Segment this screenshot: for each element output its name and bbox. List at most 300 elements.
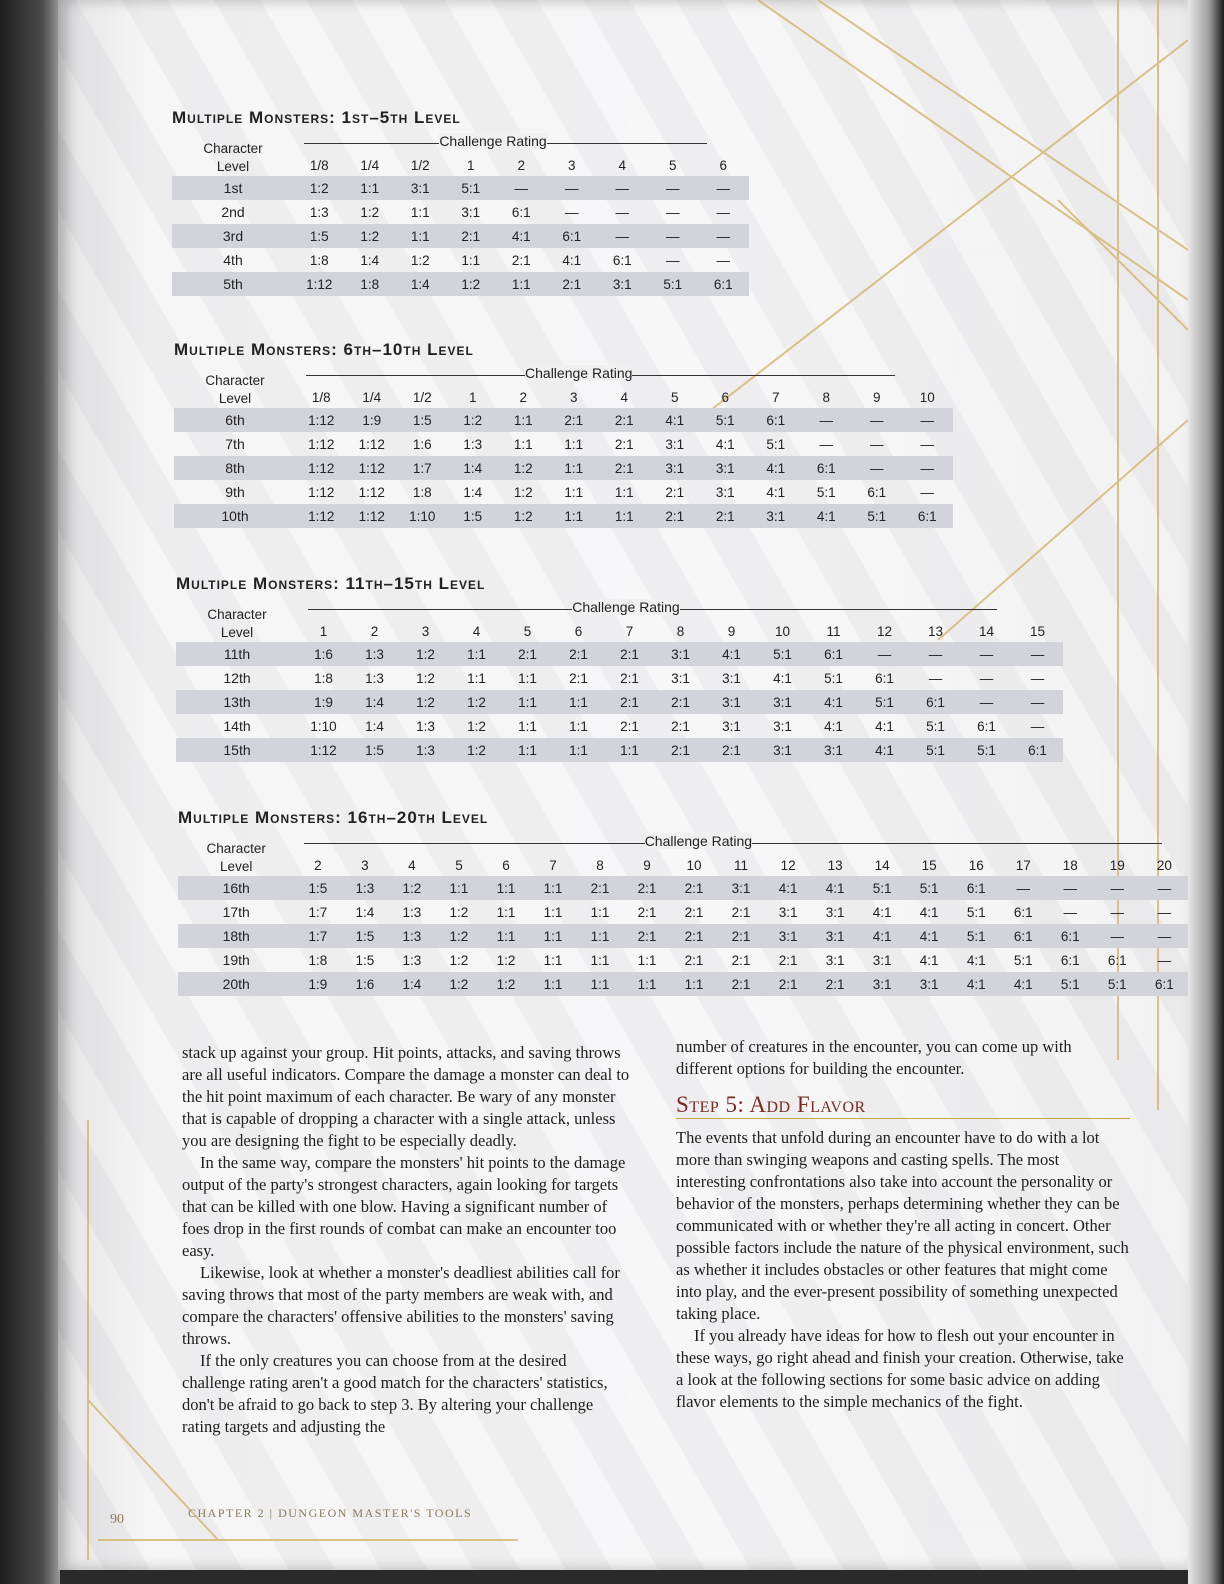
ratio-cell: 3:1	[461, 204, 481, 220]
ratio-cell: —	[910, 642, 961, 666]
ratio-cell: 1:12	[298, 738, 349, 762]
level-column-header	[178, 832, 294, 876]
ratio-cell: 2:1	[706, 738, 757, 762]
ratio-cell: 3:1	[812, 924, 859, 948]
cr-column-header: 8	[822, 389, 830, 405]
ratio-cell: 2:1	[604, 690, 655, 714]
ratio-cell: 1:4	[395, 272, 446, 296]
ratio-cell: 2:1	[620, 718, 639, 734]
ratio-cell: 1:1	[564, 484, 584, 500]
ratio-cell: —	[819, 436, 833, 452]
ratio-cell: —	[1030, 718, 1045, 734]
right-text-column	[676, 1036, 1130, 1413]
ratio-cell: 4:1	[824, 718, 843, 734]
ratio-cell: 1:1	[543, 904, 563, 920]
ratio-cell: 1:3	[341, 876, 388, 900]
cr-column-header: 19	[1109, 857, 1125, 873]
character-level-cell: 15th	[176, 738, 298, 762]
monster-table-1st-5th	[172, 132, 749, 296]
ratio-cell: —	[1030, 670, 1045, 686]
ratio-cell: 4:1	[715, 436, 735, 452]
ratio-cell: 1:10	[397, 504, 448, 528]
ratio-cell: 1:1	[576, 924, 623, 948]
cr-column-header: 13	[827, 857, 843, 873]
ratio-cell: 4:1	[706, 642, 757, 666]
section-heading: Step 5: Add Flavor	[676, 1094, 1130, 1119]
ratio-cell: 1:1	[451, 642, 502, 666]
ratio-cell: —	[852, 456, 903, 480]
cr-column-header: 20	[1156, 857, 1172, 873]
challenge-rating-label: Challenge Rating	[644, 833, 753, 849]
ratio-cell: 1:2	[294, 176, 345, 200]
table-row	[176, 738, 1063, 762]
cr-column-header: 2	[370, 623, 379, 639]
ratio-cell: 3:1	[655, 642, 706, 666]
character-level-cell: 18th	[178, 924, 294, 948]
challenge-rating-header	[294, 832, 1188, 854]
ratio-cell: 6:1	[801, 456, 852, 480]
table-row	[178, 900, 1188, 924]
ratio-cell: —	[496, 176, 547, 200]
table-row	[176, 642, 1063, 666]
table-title: Multiple Monsters: 11th–15th Level	[176, 574, 486, 593]
ratio-cell: 1:2	[498, 456, 549, 480]
challenge-rating-label: Challenge Rating	[439, 133, 547, 149]
ratio-cell: 1:12	[347, 456, 398, 480]
character-level-cell: 6th	[174, 408, 296, 432]
ratio-cell: 1:10	[310, 718, 337, 734]
ratio-cell: 5:1	[648, 272, 699, 296]
ratio-cell: 1:3	[402, 952, 422, 968]
body-paragraph: stack up against your group. Hit points, attacks, and saving throws are all useful indicators. Compare the damage a monster can deal to the hit point maximum of each character. Be wary of any monster that is capable of dropping a character with a single attack, unless you are designing the fight to be especially deadly.	[182, 1043, 630, 1150]
ratio-cell: 3:1	[706, 690, 757, 714]
ratio-cell: 1:2	[449, 952, 469, 968]
ratio-cell: 1:4	[463, 484, 483, 500]
cr-column-header: 7	[549, 857, 557, 873]
ratio-cell: 4:1	[808, 690, 859, 714]
ratio-cell: 2:1	[650, 504, 701, 528]
ratio-cell: —	[979, 670, 994, 686]
ratio-cell: 1:2	[496, 952, 516, 968]
ratio-cell: 1:1	[496, 904, 516, 920]
table-block-3	[176, 574, 1063, 762]
body-paragraph: Likewise, look at whether a monster's deadliest abilities call for saving throws that most of the party members are weak with, and compare the characters' offensive abilities to the monsters' saving throws.	[182, 1263, 620, 1348]
cr-column-header: 4	[618, 157, 626, 173]
cr-column-header: 5	[668, 157, 677, 173]
cr-column-header: 4	[472, 623, 481, 639]
ratio-cell: 1:2	[400, 690, 451, 714]
monster-table-16th-20th	[178, 832, 1188, 996]
ratio-cell: 6:1	[1060, 952, 1080, 968]
ratio-cell: 6:1	[1000, 924, 1047, 948]
ratio-cell: 5:1	[1094, 972, 1141, 996]
ratio-cell: —	[547, 176, 598, 200]
ratio-cell: 1:8	[412, 484, 432, 500]
ratio-cell: 6:1	[902, 504, 953, 528]
ratio-cell: —	[1141, 876, 1188, 900]
ratio-cell: 1:2	[360, 204, 380, 220]
level-header-line: Level	[220, 859, 253, 874]
ratio-cell: 1:4	[349, 690, 400, 714]
ratio-cell: 1:2	[482, 972, 529, 996]
ratio-cell: 1:5	[397, 408, 448, 432]
ratio-cell: 1:1	[518, 718, 537, 734]
ratio-cell: 1:1	[482, 924, 529, 948]
ratio-cell: 1:1	[498, 408, 549, 432]
cr-column-header: 1/2	[412, 389, 432, 405]
table-row	[174, 504, 953, 528]
ratio-cell: 4:1	[906, 924, 953, 948]
ratio-cell: 1:12	[347, 504, 398, 528]
ratio-cell: 1:1	[549, 456, 600, 480]
ratio-cell: 6:1	[698, 272, 749, 296]
level-header-line: Character	[203, 141, 263, 156]
ratio-cell: —	[801, 408, 852, 432]
ratio-cell: 5:1	[953, 924, 1000, 948]
ratio-cell: 1:4	[360, 252, 380, 268]
table-row	[178, 924, 1188, 948]
table-row	[172, 200, 749, 224]
table-row	[174, 408, 953, 432]
ratio-cell: 1:1	[624, 972, 671, 996]
body-paragraph: In the same way, compare the monsters' hit points to the damage output of the party's strongest characters, again looking for targets that can be killed with one blow. Having a significant number of foes drop in the first rounds of combat can make an encounter too easy.	[182, 1153, 626, 1260]
monster-table-11th-15th	[176, 598, 1063, 762]
ratio-cell: 4:1	[773, 670, 792, 686]
ratio-cell: 1:1	[671, 972, 718, 996]
ratio-cell: 1:1	[590, 952, 610, 968]
ratio-cell: 1:2	[446, 272, 497, 296]
cr-column-header: 3	[567, 157, 576, 173]
ratio-cell: 1:2	[498, 504, 549, 528]
ratio-cell: —	[698, 176, 749, 200]
ratio-cell: —	[1110, 904, 1125, 920]
ratio-cell: 2:1	[553, 642, 604, 666]
ratio-cell: —	[716, 204, 730, 220]
ratio-cell: 3:1	[715, 484, 735, 500]
ratio-cell: 1:2	[513, 484, 533, 500]
table-block-2	[174, 340, 953, 528]
ratio-cell: 1:3	[365, 670, 384, 686]
cr-column-header: 8	[596, 857, 604, 873]
ratio-cell: 1:1	[410, 204, 430, 220]
ratio-cell: —	[961, 642, 1012, 666]
ratio-cell: 1:9	[298, 690, 349, 714]
cr-column-header: 15	[921, 857, 937, 873]
ratio-cell: 1:1	[529, 924, 576, 948]
ratio-cell: 5:1	[859, 690, 910, 714]
ratio-cell: 1:4	[355, 904, 375, 920]
ratio-cell: 2:1	[604, 642, 655, 666]
ratio-cell: —	[870, 436, 884, 452]
cr-column-header: 2	[519, 389, 527, 405]
ratio-cell: 1:1	[529, 972, 576, 996]
ratio-cell: 3:1	[765, 924, 812, 948]
ratio-cell: —	[565, 204, 579, 220]
cr-column-header: 5	[455, 857, 463, 873]
table-row	[172, 248, 749, 272]
ratio-cell: 6:1	[1012, 738, 1063, 762]
ratio-cell: 3:1	[757, 690, 808, 714]
level-header-line: Character	[207, 607, 267, 622]
left-text-column	[182, 1042, 632, 1438]
ratio-cell: 5:1	[824, 670, 843, 686]
ratio-cell: 4:1	[801, 504, 852, 528]
ratio-cell: 1:1	[599, 504, 650, 528]
ratio-cell: 1:6	[341, 972, 388, 996]
ratio-cell: 1:6	[298, 642, 349, 666]
ratio-cell: 5:1	[766, 436, 786, 452]
cr-column-header: 9	[872, 389, 881, 405]
cr-column-header: 1/2	[410, 157, 430, 173]
ratio-cell: 2:1	[614, 436, 634, 452]
ratio-cell: 4:1	[859, 738, 910, 762]
ratio-cell: 1:1	[502, 690, 553, 714]
cr-column-header: 1/8	[309, 157, 329, 173]
ratio-cell: 4:1	[872, 904, 892, 920]
cr-column-header: 16	[968, 857, 984, 873]
ratio-cell: 1:3	[463, 436, 483, 452]
ratio-cell: 1:8	[314, 670, 333, 686]
ratio-cell: —	[716, 252, 730, 268]
ratio-cell: —	[859, 642, 910, 666]
ratio-cell: 2:1	[665, 484, 685, 500]
level-header-line: Level	[220, 625, 254, 640]
ratio-cell: —	[666, 252, 680, 268]
character-level-cell: 7th	[225, 436, 245, 452]
ratio-cell: 1:1	[529, 876, 576, 900]
character-level-cell: 3rd	[172, 224, 294, 248]
ratio-cell: 1:1	[614, 484, 634, 500]
ratio-cell: 1:2	[467, 718, 486, 734]
level-column-header	[172, 132, 294, 176]
level-column-header	[174, 364, 296, 408]
ratio-cell: 6:1	[751, 408, 802, 432]
ratio-cell: 2:1	[599, 408, 650, 432]
ratio-cell: 1:1	[553, 690, 604, 714]
ratio-cell: —	[961, 690, 1012, 714]
ratio-cell: 5:1	[859, 876, 906, 900]
ratio-cell: 5:1	[1047, 972, 1094, 996]
challenge-rating-label: Challenge Rating	[572, 599, 680, 615]
ratio-cell: —	[648, 224, 699, 248]
ratio-cell: 5:1	[906, 876, 953, 900]
ratio-cell: 1:4	[448, 456, 499, 480]
ratio-cell: 1:9	[347, 408, 398, 432]
ratio-cell: 2:1	[731, 952, 751, 968]
ratio-cell: —	[902, 408, 953, 432]
ratio-cell: 6:1	[808, 642, 859, 666]
cr-column-header: 10	[774, 623, 791, 639]
ratio-cell: 1:1	[590, 904, 610, 920]
ratio-cell: —	[648, 176, 699, 200]
ratio-cell: 1:12	[294, 272, 345, 296]
cr-column-header: 14	[874, 857, 890, 873]
cr-column-header: 2	[314, 857, 322, 873]
character-level-cell: 9th	[225, 484, 245, 500]
table-row	[176, 666, 1063, 690]
character-level-cell: 14th	[223, 718, 251, 734]
ratio-cell: 2:1	[671, 718, 690, 734]
ratio-cell: 2:1	[624, 924, 671, 948]
ratio-cell: 2:1	[778, 952, 798, 968]
ratio-cell: —	[902, 456, 953, 480]
ratio-cell: 5:1	[446, 176, 497, 200]
level-column-header	[176, 598, 298, 642]
ratio-cell: 1:12	[358, 484, 385, 500]
ratio-cell: 2:1	[620, 670, 639, 686]
ratio-cell: 4:1	[496, 224, 547, 248]
ratio-cell: 3:1	[808, 738, 859, 762]
cr-column-header: 5	[523, 623, 532, 639]
ratio-cell: 6:1	[1013, 904, 1033, 920]
challenge-rating-header	[298, 598, 1063, 620]
ratio-cell: 4:1	[875, 718, 894, 734]
cr-column-header: 1	[466, 157, 475, 173]
ratio-cell: 1:1	[518, 670, 537, 686]
ratio-cell: 1:2	[448, 408, 499, 432]
ratio-cell: 2:1	[671, 876, 718, 900]
ratio-cell: 5:1	[926, 718, 945, 734]
ratio-cell: 4:1	[765, 876, 812, 900]
cr-column-header: 7	[625, 623, 634, 639]
ratio-cell: 2:1	[718, 972, 765, 996]
ratio-cell: 1:8	[309, 252, 329, 268]
ratio-cell: 1:1	[604, 738, 655, 762]
ratio-cell: 1:1	[549, 504, 600, 528]
ratio-cell: 2:1	[655, 690, 706, 714]
ratio-cell: 3:1	[825, 952, 845, 968]
ratio-cell: 1:1	[569, 718, 588, 734]
ratio-cell: —	[1094, 876, 1141, 900]
ratio-cell: 1:1	[502, 738, 553, 762]
ratio-cell: 3:1	[722, 718, 741, 734]
ratio-cell: 1:1	[576, 972, 623, 996]
cr-column-header: 13	[927, 623, 944, 639]
ratio-cell: —	[1012, 642, 1063, 666]
character-level-cell: 2nd	[221, 204, 245, 220]
ratio-cell: 1:5	[294, 876, 341, 900]
ratio-cell: 1:4	[388, 972, 435, 996]
ratio-cell: 2:1	[549, 408, 600, 432]
ratio-cell: 1:2	[449, 904, 469, 920]
challenge-rating-header	[294, 132, 749, 154]
ratio-cell: 3:1	[825, 904, 845, 920]
character-level-cell: 1st	[172, 176, 294, 200]
ratio-cell: 2:1	[684, 952, 704, 968]
ratio-cell: 1:12	[358, 436, 385, 452]
book-spine-shadow	[0, 0, 60, 1584]
ratio-cell: 6:1	[867, 484, 887, 500]
ratio-cell: 5:1	[852, 504, 903, 528]
ratio-cell: 1:2	[451, 690, 502, 714]
table-row	[176, 690, 1063, 714]
page-number: 90	[110, 1512, 124, 1527]
character-level-cell: 8th	[174, 456, 296, 480]
ratio-cell: 5:1	[700, 408, 751, 432]
ratio-cell: 4:1	[650, 408, 701, 432]
ratio-cell: 1:7	[294, 924, 341, 948]
cr-column-header: 6	[502, 857, 510, 873]
ratio-cell: 5:1	[757, 642, 808, 666]
cr-column-header: 11	[734, 857, 749, 873]
cr-column-header: 6	[721, 389, 729, 405]
ratio-cell: 2:1	[718, 924, 765, 948]
table-title: Multiple Monsters: 16th–20th Level	[178, 808, 489, 827]
ratio-cell: 1:2	[345, 224, 396, 248]
ratio-cell: 3:1	[665, 436, 685, 452]
table-row	[174, 480, 953, 504]
ratio-cell: 1:12	[308, 484, 335, 500]
ratio-cell: —	[1047, 876, 1094, 900]
ratio-cell: 3:1	[650, 456, 701, 480]
ratio-cell: 1:12	[296, 456, 347, 480]
ratio-cell: 2:1	[700, 504, 751, 528]
ratio-cell: 6:1	[977, 718, 996, 734]
body-paragraph: number of creatures in the encounter, you can come up with different options for building the encounter.	[676, 1037, 1072, 1078]
ratio-cell: 6:1	[875, 670, 894, 686]
cr-column-header: 15	[1029, 623, 1046, 639]
ratio-cell: 2:1	[547, 272, 598, 296]
ratio-cell: 1:2	[400, 642, 451, 666]
ratio-cell: 4:1	[966, 952, 986, 968]
character-level-cell: 13th	[176, 690, 298, 714]
ratio-cell: —	[597, 224, 648, 248]
table-title: Multiple Monsters: 6th–10th Level	[174, 340, 474, 359]
ratio-cell: 4:1	[919, 904, 939, 920]
ratio-cell: 2:1	[655, 738, 706, 762]
ratio-cell: 2:1	[765, 972, 812, 996]
character-level-cell: 19th	[222, 952, 250, 968]
ratio-cell: 1:1	[345, 176, 396, 200]
ratio-cell: 2:1	[624, 876, 671, 900]
ratio-cell: 1:2	[388, 876, 435, 900]
ratio-cell: —	[1094, 924, 1141, 948]
ratio-cell: 3:1	[906, 972, 953, 996]
book-page	[58, 0, 1188, 1570]
cr-column-header: 2	[517, 157, 525, 173]
monster-table-6th-10th	[174, 364, 953, 528]
ratio-cell: —	[597, 176, 648, 200]
ratio-cell: —	[1012, 690, 1063, 714]
table-block-1	[172, 108, 749, 296]
ratio-cell: 4:1	[953, 972, 1000, 996]
ratio-cell: 6:1	[1107, 952, 1127, 968]
ratio-cell: 2:1	[684, 904, 704, 920]
ratio-cell: 5:1	[1013, 952, 1033, 968]
ratio-cell: 1:1	[482, 876, 529, 900]
cr-column-header: 4	[620, 389, 628, 405]
ratio-cell: 1:9	[294, 972, 341, 996]
ratio-cell: —	[852, 408, 903, 432]
ratio-cell: —	[698, 224, 749, 248]
cr-column-header: 9	[727, 623, 736, 639]
ratio-cell: —	[928, 670, 943, 686]
page-edge-shadow	[1188, 0, 1224, 1584]
cr-column-header: 5	[670, 389, 679, 405]
level-header-line: Character	[205, 373, 265, 388]
cr-column-header: 9	[643, 857, 651, 873]
ratio-cell: 1:3	[416, 718, 435, 734]
table-block-4	[178, 808, 1188, 996]
body-paragraph: The events that unfold during an encounter have to do with a lot more than swinging weapons and casting spells. The most interesting confrontations also take into account the personality or behavior of the monsters, perhaps determining whether they can be communicated with or whether they're all acting in concert. Other possible factors include the nature of the physical environment, such as whether it includes obstacles or other features that might come into play, and the ever-present possibility of something unexpected taking place.	[676, 1128, 1129, 1323]
ratio-cell: 1:12	[296, 408, 347, 432]
ratio-cell: 1:5	[349, 738, 400, 762]
level-header-line: Level	[216, 159, 250, 174]
ratio-cell: 1:2	[435, 924, 482, 948]
ratio-cell: 4:1	[1000, 972, 1047, 996]
cr-column-header: 12	[876, 623, 893, 639]
ratio-cell: 6:1	[910, 690, 961, 714]
